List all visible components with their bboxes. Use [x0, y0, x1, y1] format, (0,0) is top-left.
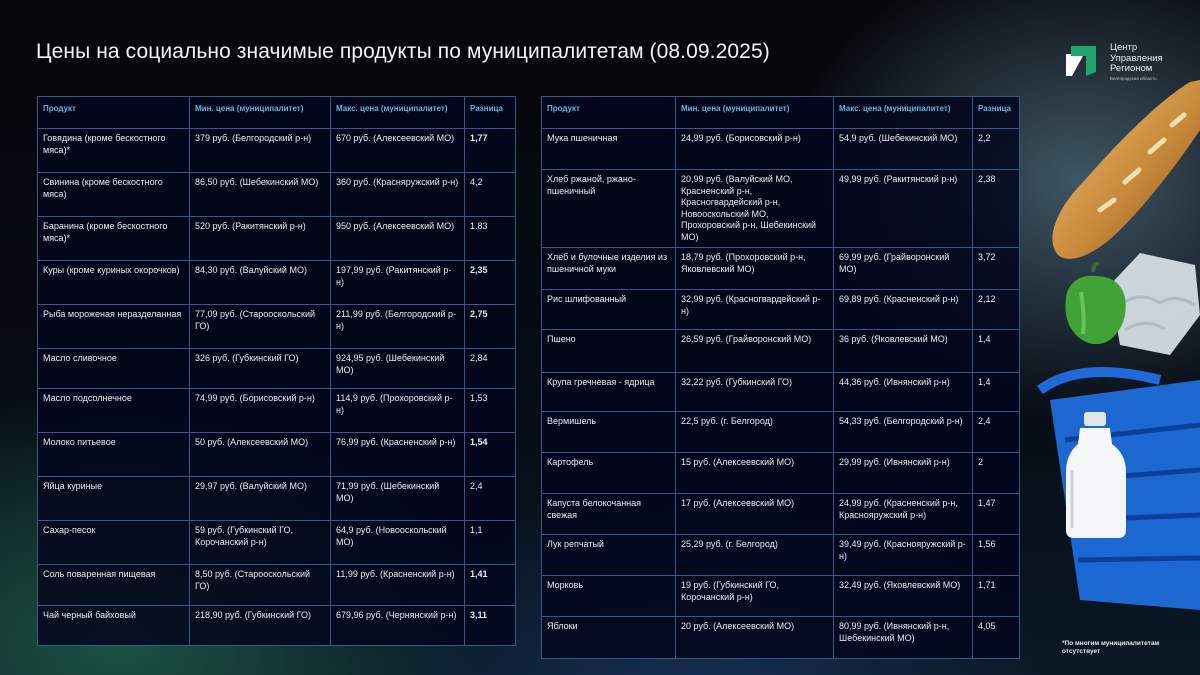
- min-price-cell: 32,99 руб. (Красногвардейский р-н): [676, 290, 834, 330]
- max-price-cell: 69,99 руб. (Грайворонский МО): [834, 248, 973, 290]
- min-price-cell: 22,5 руб. (г. Белгород): [676, 412, 834, 453]
- difference-cell: 1,4: [973, 373, 1020, 412]
- max-price-cell: 39,49 руб. (Краснояружский р-н): [834, 535, 973, 576]
- difference-cell: 1,71: [973, 576, 1020, 617]
- difference-cell: 2,38: [973, 170, 1020, 248]
- product-cell: Хлеб ржаной, ржано-пшеничный: [542, 170, 676, 248]
- max-price-cell: 54,33 руб. (Белгородский р-н): [834, 412, 973, 453]
- max-price-cell: 197,99 руб. (Ракитянский р-н): [331, 261, 465, 305]
- product-cell: Капуста белокочанная свежая: [542, 494, 676, 535]
- product-cell: Лук репчатый: [542, 535, 676, 576]
- max-price-cell: 71,99 руб. (Шебекинский МО): [331, 477, 465, 521]
- difference-cell: 1,41: [465, 565, 516, 606]
- table-row: [542, 373, 1020, 412]
- table-row: [542, 129, 1020, 170]
- max-price-cell: 69,89 руб. (Красненский р-н): [834, 290, 973, 330]
- prices-table-left: [37, 96, 516, 646]
- max-price-cell: 44,36 руб. (Ивнянский р-н): [834, 373, 973, 412]
- product-cell: Говядина (кроме бескостного мяса)*: [38, 129, 190, 173]
- product-cell: Картофель: [542, 453, 676, 494]
- table-row: [542, 290, 1020, 330]
- min-price-cell: 24,99 руб. (Борисовский р-н): [676, 129, 834, 170]
- table-row: [542, 330, 1020, 373]
- header-product: Продукт: [542, 97, 676, 129]
- difference-cell: 1,4: [973, 330, 1020, 373]
- difference-cell: 2,75: [465, 305, 516, 349]
- product-cell: Хлеб и булочные изделия из пшеничной муки: [542, 248, 676, 290]
- min-price-cell: 218,90 руб. (Губкинский ГО): [190, 606, 331, 646]
- product-cell: Куры (кроме куриных окорочков): [38, 261, 190, 305]
- max-price-cell: 950 руб. (Алексеевский МО): [331, 217, 465, 261]
- product-cell: Рыба мороженая неразделанная: [38, 305, 190, 349]
- product-cell: Рис шлифованный: [542, 290, 676, 330]
- difference-cell: 1,47: [973, 494, 1020, 535]
- product-cell: Сахар-песок: [38, 521, 190, 565]
- header-max-price: Макс. цена (муниципалитет): [834, 97, 973, 129]
- product-cell: Масло подсолнечное: [38, 389, 190, 433]
- table-header-row: [542, 97, 1020, 129]
- min-price-cell: 32,22 руб. (Губкинский ГО): [676, 373, 834, 412]
- max-price-cell: 80,99 руб. (Ивнянский р-н, Шебекинский МО): [834, 617, 973, 659]
- max-price-cell: 36 руб. (Яковлевский МО): [834, 330, 973, 373]
- milk-bottle-icon: [1062, 410, 1130, 540]
- difference-cell: 2,84: [465, 349, 516, 389]
- footnote: *По многим муниципалитетам отсутствует: [1062, 640, 1160, 655]
- min-price-cell: 20 руб. (Алексеевский МО): [676, 617, 834, 659]
- product-cell: Морковь: [542, 576, 676, 617]
- min-price-cell: 86,50 руб. (Шебекинский МО): [190, 173, 331, 217]
- max-price-cell: 670 руб. (Алексеевский МО): [331, 129, 465, 173]
- difference-cell: 4,05: [973, 617, 1020, 659]
- page-title: Цены на социально значимые продукты по муниципалитетам (08.09.2025): [36, 40, 770, 63]
- table-row: [38, 606, 516, 646]
- difference-cell: 2,4: [465, 477, 516, 521]
- min-price-cell: 18,79 руб. (Прохоровский р-н, Яковлевский МО): [676, 248, 834, 290]
- table-row: [38, 433, 516, 477]
- difference-cell: 4,2: [465, 173, 516, 217]
- difference-cell: 2,12: [973, 290, 1020, 330]
- max-price-cell: 24,99 руб. (Красненский р-н, Краснояружский р-н): [834, 494, 973, 535]
- min-price-cell: 84,30 руб. (Валуйский МО): [190, 261, 331, 305]
- difference-cell: 1.83: [465, 217, 516, 261]
- header-max-price: Макс. цена (муниципалитет): [331, 97, 465, 129]
- table-header-row: [38, 97, 516, 129]
- table-row: [38, 217, 516, 261]
- difference-cell: 1,53: [465, 389, 516, 433]
- difference-cell: 1,56: [973, 535, 1020, 576]
- difference-cell: 3,11: [465, 606, 516, 646]
- table-row: [542, 412, 1020, 453]
- product-cell: Соль поваренная пищевая: [38, 565, 190, 606]
- min-price-cell: 379 руб. (Белгородский р-н): [190, 129, 331, 173]
- max-price-cell: 76,99 руб. (Красненский р-н): [331, 433, 465, 477]
- max-price-cell: 924,95 руб. (Шебекинский МО): [331, 349, 465, 389]
- table-row: [542, 617, 1020, 659]
- header-min-price: Мин. цена (муниципалитет): [676, 97, 834, 129]
- product-cell: Чай черный байховый: [38, 606, 190, 646]
- max-price-cell: 360 руб. (Красняружский р-н): [331, 173, 465, 217]
- min-price-cell: 20,99 руб. (Валуйский МО, Красненский р-н, Красногвардейский р-н, Новооскольский МО, Прохоровский р-н, Шебекинский МО): [676, 170, 834, 248]
- max-price-cell: 32,49 руб. (Яковлевский МО): [834, 576, 973, 617]
- min-price-cell: 74,99 руб. (Борисовский р-н): [190, 389, 331, 433]
- difference-cell: 3,72: [973, 248, 1020, 290]
- min-price-cell: 29,97 руб. (Валуйский МО): [190, 477, 331, 521]
- min-price-cell: 326 руб. (Губкинский ГО): [190, 349, 331, 389]
- header-difference: Разница: [973, 97, 1020, 129]
- table-row: [542, 453, 1020, 494]
- product-cell: Молоко питьевое: [38, 433, 190, 477]
- table-row: [38, 305, 516, 349]
- difference-cell: 2,4: [973, 412, 1020, 453]
- min-price-cell: 26,59 руб. (Грайворонский МО): [676, 330, 834, 373]
- product-cell: Баранина (кроме бескостного мяса)*: [38, 217, 190, 261]
- table-row: [38, 389, 516, 433]
- difference-cell: 1,1: [465, 521, 516, 565]
- min-price-cell: 25,29 руб. (г. Белгород): [676, 535, 834, 576]
- difference-cell: 1,54: [465, 433, 516, 477]
- difference-cell: 2,35: [465, 261, 516, 305]
- table-row: [38, 173, 516, 217]
- table-row: [38, 129, 516, 173]
- logo-line-3: Регионом: [1110, 63, 1153, 74]
- table-row: [542, 576, 1020, 617]
- table-row: [542, 248, 1020, 290]
- product-cell: Масло сливочное: [38, 349, 190, 389]
- max-price-cell: 29,99 руб. (Ивнянский р-н): [834, 453, 973, 494]
- max-price-cell: 679,96 руб. (Чернянский р-н): [331, 606, 465, 646]
- product-cell: Крупа гречневая - ядрица: [542, 373, 676, 412]
- product-cell: Вермишель: [542, 412, 676, 453]
- table-row: [38, 565, 516, 606]
- product-cell: Мука пшеничная: [542, 129, 676, 170]
- table-row: [542, 494, 1020, 535]
- logo-subtitle: Белгородская область: [1110, 76, 1157, 81]
- header-difference: Разница: [465, 97, 516, 129]
- product-cell: Яблоки: [542, 617, 676, 659]
- min-price-cell: 15 руб. (Алексеевский МО): [676, 453, 834, 494]
- table-row: [38, 477, 516, 521]
- max-price-cell: 11,99 руб. (Красненский р-н): [331, 565, 465, 606]
- product-cell: Свинина (кроме бескостного мяса): [38, 173, 190, 217]
- max-price-cell: 114,9 руб. (Прохоровский р-н): [331, 389, 465, 433]
- max-price-cell: 54,9 руб. (Шебекинский МО): [834, 129, 973, 170]
- header-min-price: Мин. цена (муниципалитет): [190, 97, 331, 129]
- header-product: Продукт: [38, 97, 190, 129]
- logo-line-1: Центр: [1110, 42, 1138, 53]
- difference-cell: 2: [973, 453, 1020, 494]
- max-price-cell: 64,9 руб. (Новооскольский МО): [331, 521, 465, 565]
- table-row: [38, 349, 516, 389]
- pepper-icon: [1055, 262, 1130, 347]
- min-price-cell: 17 руб. (Алексеевский МО): [676, 494, 834, 535]
- min-price-cell: 59 руб. (Губкинский ГО, Корочанский р-н): [190, 521, 331, 565]
- max-price-cell: 211,99 руб. (Белгородский р-н): [331, 305, 465, 349]
- logo-line-2: Управления: [1110, 52, 1163, 64]
- min-price-cell: 50 руб. (Алексеевский МО): [190, 433, 331, 477]
- min-price-cell: 8,50 руб. (Старооскольский ГО): [190, 565, 331, 606]
- min-price-cell: 77,09 руб. (Старооскольский ГО): [190, 305, 331, 349]
- table-row: [542, 535, 1020, 576]
- product-cell: Пшено: [542, 330, 676, 373]
- difference-cell: 2,2: [973, 129, 1020, 170]
- difference-cell: 1,77: [465, 129, 516, 173]
- min-price-cell: 19 руб. (Губкинский ГО, Корочанский р-н): [676, 576, 834, 617]
- max-price-cell: 49,99 руб. (Ракитянский р-н): [834, 170, 973, 248]
- prices-table-right: [541, 96, 1020, 659]
- min-price-cell: 520 руб. (Ракитянский р-н): [190, 217, 331, 261]
- table-row: [38, 261, 516, 305]
- bread-icon: [1040, 70, 1200, 270]
- table-row: [542, 170, 1020, 248]
- table-row: [38, 521, 516, 565]
- product-cell: Яйца куриные: [38, 477, 190, 521]
